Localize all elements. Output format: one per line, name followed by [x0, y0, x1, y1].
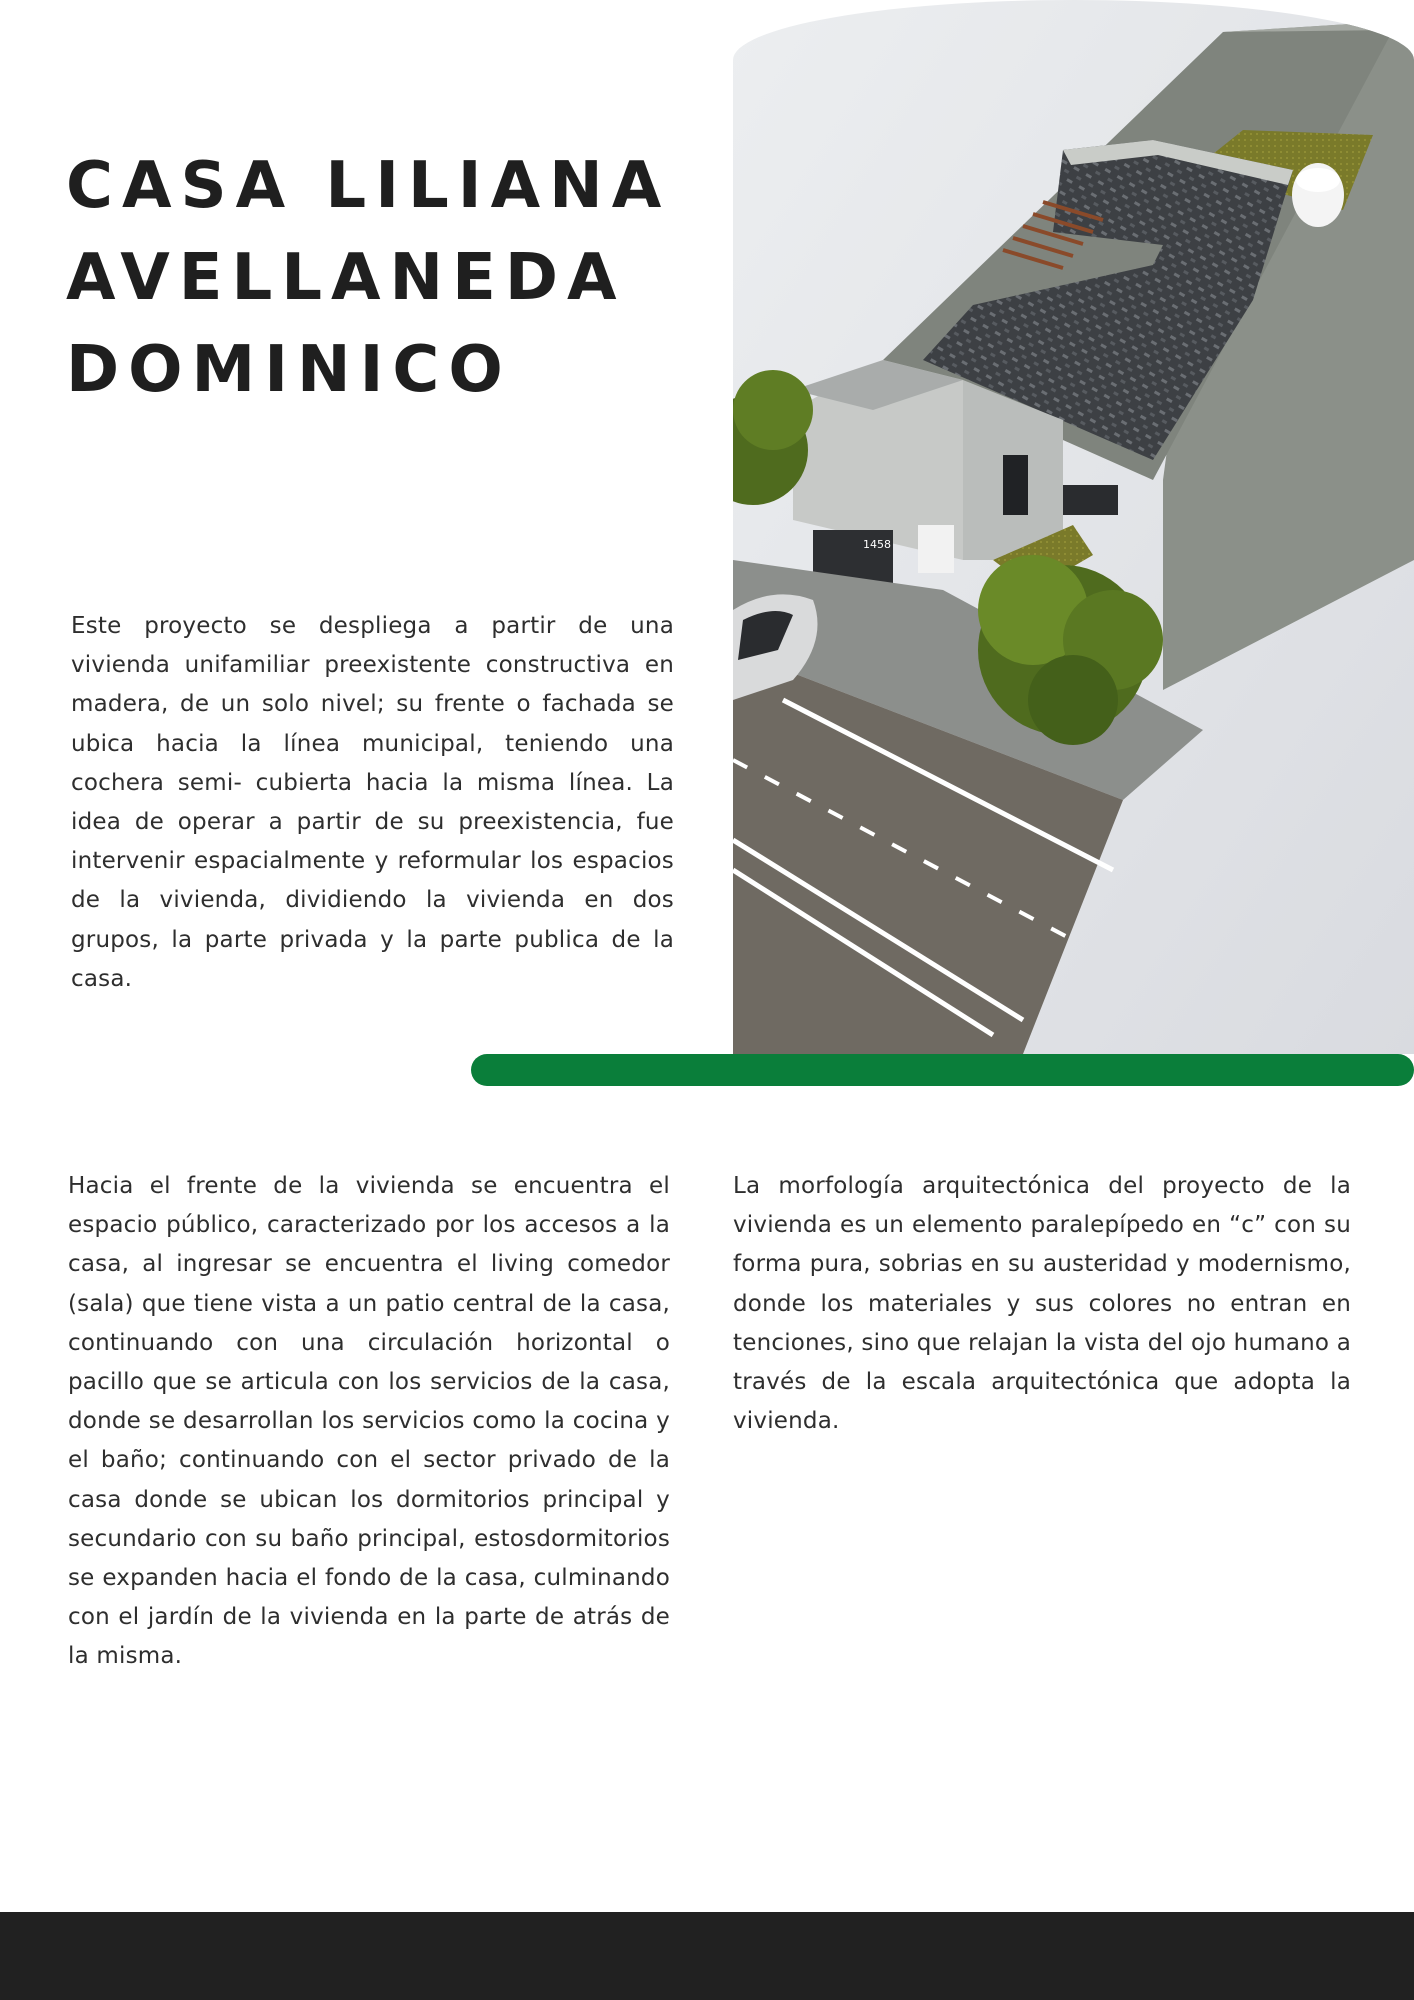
page-footer: [0, 1912, 1414, 2000]
title-line-1: CASA LILIANA: [66, 149, 671, 223]
title-line-3: DOMINICO: [66, 333, 512, 407]
page-title: [66, 140, 706, 416]
hero-render-image: [733, 0, 1414, 1054]
intro-paragraph: Este proyecto se despliega a partir de una vivienda unifamiliar preexistente constructiva en madera, de un solo nivel; su frente o fachada se ubica hacia la línea municipal, teniendo una cochera semi- cubierta hacia la misma línea. La idea de operar a partir de su preexistencia, fue intervenir espacialmente y reformular los espacios de la vivienda, dividiendo la vivienda en dos grupos, la parte privada y la parte publica de la casa.: [71, 613, 674, 992]
title-line-2: AVELLANEDA: [66, 241, 626, 315]
right-column-paragraph: La morfología arquitectónica del proyecto de la vivienda es un elemento paralepípedo en “c” con su forma pura, sobrias en su austeridad y modernismo, donde los materiales y sus colores no entran en tenciones, sino que relajan la vista del ojo humano a través de la escala arquitectónica que adopta la vivienda.: [733, 1173, 1351, 1435]
accent-divider-bar: [471, 1054, 1414, 1086]
house-number: 1458: [863, 538, 891, 551]
left-column-paragraph: Hacia el frente de la vivienda se encuentra el espacio público, caracterizado por los accesos a la casa, al ingresar se encuentra el living comedor (sala) que tiene vista a un patio central de la casa, continuando con una circulación horizontal o pacillo que se articula con los servicios de la casa, donde se desarrollan los servicios como la cocina y el baño; continuando con el sector privado de la casa donde se ubican los dormitorios principal y secundario con su baño principal, estosdormitorios se expanden hacia el fondo de la casa, culminando con el jardín de la vivienda en la parte de atrás de la misma.: [68, 1173, 670, 1670]
